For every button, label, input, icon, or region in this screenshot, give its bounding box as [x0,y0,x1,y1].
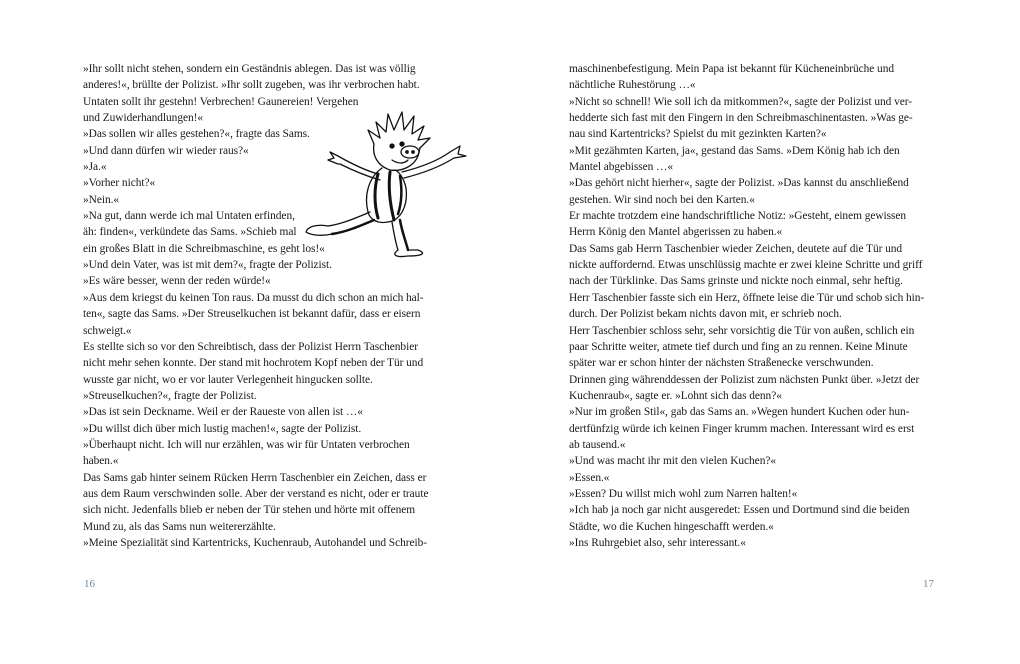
text-line: »Das gehört nicht hierher«, sagte der Polizist. »Das kannst du anschließend [569,177,909,190]
text-line: Mund zu, als das Sams nun weitererzählte. [83,520,276,533]
text-line: »Es wäre besser, wenn der reden würde!« [83,275,271,288]
text-line: »Mit gezähmten Karten, ja«, gestand das Sams. »Dem König hab ich den [569,144,900,157]
text-line: »Ja.« [83,161,107,174]
right-page [510,0,1020,664]
text-line: »Aus dem kriegst du keinen Ton raus. Da musst du dich schon an mich hal- [83,291,424,304]
text-line: »Überhaupt nicht. Ich will nur erzählen, was wir für Untaten verbrochen [83,438,410,451]
text-line: hedderte sich fast mit den Fingern in den Schreibmaschinentasten. »Was ge- [569,112,913,125]
text-line: nickte auffordernd. Etwas unschlüssig machte er zwei kleine Schritte und griff [569,259,923,272]
text-line: Es stellte sich so vor den Schreibtisch, dass der Polizist Herrn Taschenbier [83,340,418,353]
text-line: Untaten sollt ihr gestehn! Verbrechen! Gaunereien! Vergehen [83,95,359,108]
page-number-left: 16 [84,578,95,590]
text-line: später war er schon hinter der nächsten Straßenecke verschwunden. [569,357,874,370]
text-line: »Essen? Du willst mich wohl zum Narren halten!« [569,487,798,500]
text-line: ten«, sagte das Sams. »Der Streuselkuchen ist bekannt dafür, dass er eisern [83,308,421,321]
text-line: haben.« [83,455,119,468]
text-line: ein großes Blatt in die Schreibmaschine, es geht los!« [83,242,325,255]
text-line: »Vorher nicht?« [83,177,156,190]
text-line: maschinenbefestigung. Mein Papa ist bekannt für Kücheneinbrüche und [569,63,894,75]
text-line: Drinnen ging währenddessen der Polizist zum nächsten Punkt über. »Jetzt der [569,373,920,386]
text-line: nicht mehr sehen konnte. Der stand mit hochrotem Kopf neben der Tür und [83,357,424,370]
text-line: »Das ist sein Deckname. Weil er der Raueste von allen ist …« [83,406,363,419]
text-line: »Das sollen wir alles gestehen?«, fragte das Sams. [83,128,310,141]
text-line: »Und dann dürfen wir wieder raus?« [83,144,249,157]
text-line: Herr Taschenbier fasste sich ein Herz, öffnete leise die Tür und schob sich hin- [569,291,925,304]
text-line: nächtliche Ruhestörung …« [569,79,696,92]
text-line: Mantel abgebissen …« [569,161,674,174]
text-line: »Und was macht ihr mit den vielen Kuchen?« [569,455,776,468]
text-line: nach der Türklinke. Das Sams grinste und nickte noch einmal, sehr heftig. [569,275,903,288]
text-line: Kuchenraub«, sagte er. »Lohnt sich das denn?« [569,389,782,402]
text-line: »Nur im großen Stil«, gab das Sams an. »Wegen hundert Kuchen oder hun- [569,406,910,419]
text-line: »Nicht so schnell! Wie soll ich da mitkommen?«, sagte der Polizist und ver- [569,95,913,108]
text-line: schweigt.« [83,324,132,337]
text-line: durch. Der Polizist bekam nichts davon mit, er schrieb noch. [569,308,842,321]
text-line: »Ihr sollt nicht stehen, sondern ein Geständnis ablegen. Das ist was völlig [83,63,416,75]
sams-illustration [298,108,476,258]
page-number-right: 17 [923,578,934,590]
text-line: Städte, wo die Kuchen hingeschafft werden.« [569,520,774,533]
text-line: gestehen. Wir sind noch bei den Karten.« [569,193,755,206]
text-line: Das Sams gab hinter seinem Rücken Herrn Taschenbier ein Zeichen, dass er [83,471,427,484]
text-line: paar Schritte weiter, atmete tief durch und fing an zu rennen. Keine Minute [569,340,908,353]
text-line: »Nein.« [83,193,120,206]
text-line: »Essen.« [569,471,610,484]
text-line: »Du willst dich über mich lustig machen!«, sagte der Polizist. [83,422,362,435]
text-line: Herrn König den Mantel abgerissen zu haben.« [569,226,783,239]
text-line: »Na gut, dann werde ich mal Untaten erfinden, [83,210,295,223]
text-line: sich nicht. Jedenfalls blieb er neben der Tür stehen und hörte mit offenem [83,504,416,517]
text-line: dertfünfzig würde ich keinen Finger krumm machen. Interessant wird es erst [569,422,915,435]
text-line: »Ins Ruhrgebiet also, sehr interessant.« [569,536,746,549]
text-line: »Und dein Vater, was ist mit dem?«, fragte der Polizist. [83,259,332,272]
text-line: ab tausend.« [569,438,626,451]
text-line: Das Sams gab Herrn Taschenbier wieder Zeichen, deutete auf die Tür und [569,242,903,255]
text-line: »Meine Spezialität sind Kartentricks, Kuchenraub, Autohandel und Schreib- [83,536,427,549]
text-line: »Ich hab ja noch gar nicht ausgeredet: Essen und Dortmund sind die beiden [569,504,910,517]
text-line: und Zuwiderhandlungen!« [83,112,204,125]
text-line: Er machte trotzdem eine handschriftliche Notiz: »Gesteht, einem gewissen [569,210,907,223]
text-line: Herr Taschenbier schloss sehr, sehr vorsichtig die Tür von außen, schlich ein [569,324,915,337]
text-line: anderes!«, brüllte der Polizist. »Ihr sollt zugeben, was ihr verbrochen habt. [83,79,420,92]
text-line: nau sind Kartentricks? Spielst du mit gezinkten Karten?« [569,128,827,141]
text-line: aus dem Raum verschwinden solle. Aber der verstand es nicht, oder er traute [83,487,429,500]
text-line: wusste gar nicht, wo er vor lauter Verlegenheit hingucken sollte. [83,373,373,386]
text-line: »Streuselkuchen?«, fragte der Polizist. [83,389,257,402]
right-page-text [569,61,924,551]
text-line: äh: finden«, verkündete das Sams. »Schieb mal [83,226,297,239]
